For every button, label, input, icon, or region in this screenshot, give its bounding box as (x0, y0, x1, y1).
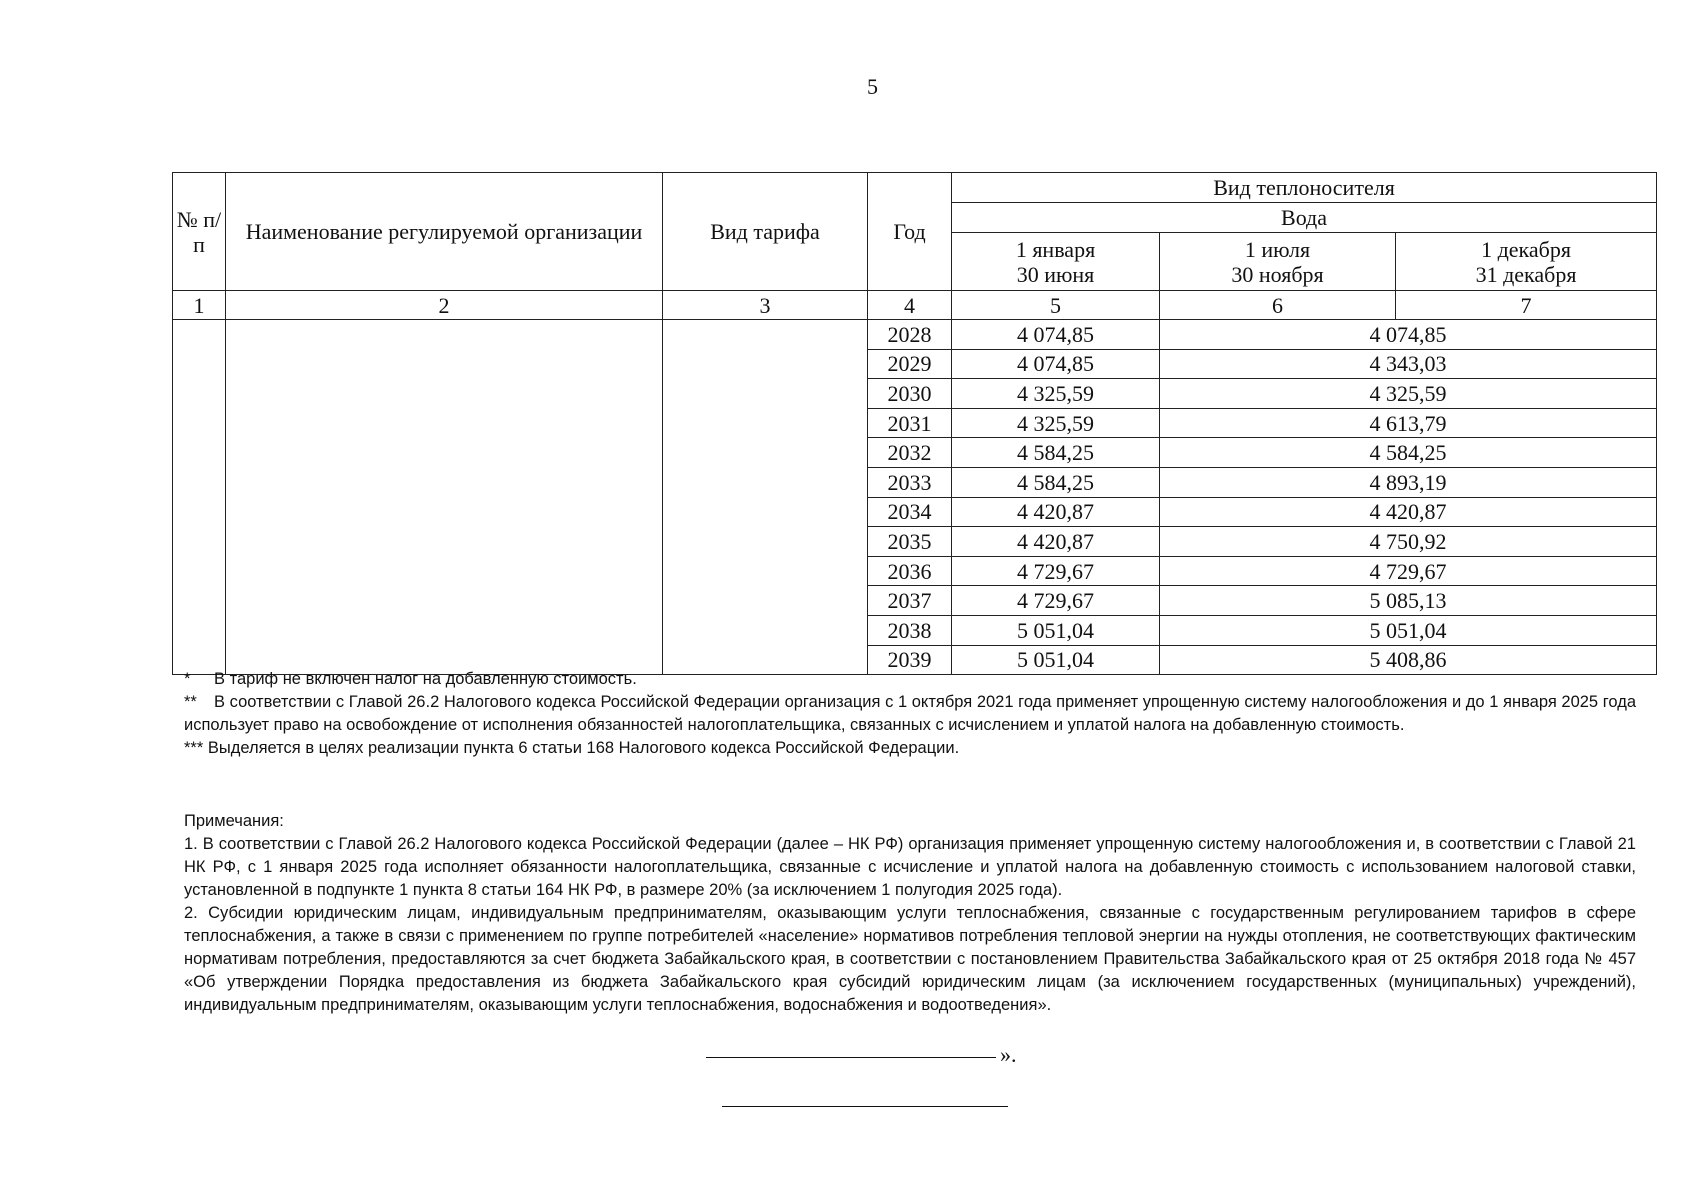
year-cell: 2035 (868, 527, 952, 557)
year-cell: 2032 (868, 438, 952, 468)
footnote-mark: * (184, 670, 191, 688)
header-period-1 (952, 233, 1160, 291)
tariff-h2-cell: 4 420,87 (1160, 497, 1657, 527)
tariff-h2-cell: 5 408,86 (1160, 645, 1657, 675)
tariff-h1-cell: 4 584,25 (952, 467, 1160, 497)
header-carrier: Вид теплоносителя (952, 173, 1657, 203)
notes-title: Примечания: (184, 812, 284, 830)
closing-quote: ». (1000, 1042, 1017, 1067)
column-number: 6 (1160, 291, 1396, 320)
year-cell: 2034 (868, 497, 952, 527)
header-period-2-end: 30 ноября (1231, 261, 1324, 287)
tariff-h2-cell: 4 729,67 (1160, 556, 1657, 586)
header-period-2 (1160, 233, 1396, 291)
tariff-h1-cell: 4 729,67 (952, 586, 1160, 616)
tariff-h1-cell: 5 051,04 (952, 645, 1160, 675)
year-cell: 2039 (868, 645, 952, 675)
tariff-h2-cell: 4 750,92 (1160, 527, 1657, 557)
footnote-text: Выделяется в целях реализации пункта 6 статьи 168 Налогового кодекса Российской Федерации. (207, 739, 960, 757)
footnotes (184, 668, 1636, 760)
header-water: Вода (952, 203, 1657, 233)
table-row (173, 320, 1657, 350)
year-cell: 2031 (868, 408, 952, 438)
tariff-h2-cell: 5 085,13 (1160, 586, 1657, 616)
tariff-h2-cell: 4 325,59 (1160, 379, 1657, 409)
tariff-h2-cell: 4 584,25 (1160, 438, 1657, 468)
year-cell: 2037 (868, 586, 952, 616)
header-period-1-end: 30 июня (1016, 261, 1095, 287)
tariff-h1-cell: 4 584,25 (952, 438, 1160, 468)
footnote (184, 668, 1636, 691)
tariff-type-cell (663, 320, 868, 675)
header-period-3-end: 31 декабря (1475, 261, 1577, 287)
header-org: Наименование регулируемой организации (226, 173, 663, 291)
tariff-h2-cell: 4 893,19 (1160, 467, 1657, 497)
tariff-h2-cell: 4 074,85 (1160, 320, 1657, 350)
year-cell: 2028 (868, 320, 952, 350)
column-number: 5 (952, 291, 1160, 320)
header-period-2-start: 1 июля (1244, 236, 1311, 262)
tariff-h2-cell: 4 343,03 (1160, 349, 1657, 379)
footnote (184, 691, 1636, 737)
tariff-h1-cell: 4 074,85 (952, 349, 1160, 379)
year-cell: 2038 (868, 615, 952, 645)
footnote-text: В соответствии с Главой 26.2 Налогового кодекса Российской Федерации организация с 1 октября 2021 года применяет упрощенную систему налогообложения и до 1 января 2025 года использует право на освобождение от исполнения обязанностей налогоплательщика, связанных с исчислением и уплатой налога на добавленную стоимость. (184, 693, 1636, 734)
tariff-h1-cell: 4 325,59 (952, 408, 1160, 438)
page-number: 5 (867, 74, 878, 99)
tariff-h1-cell: 4 420,87 (952, 527, 1160, 557)
tariff-table (172, 172, 1657, 675)
tariff-h2-cell: 5 051,04 (1160, 615, 1657, 645)
tariff-body (173, 320, 1657, 675)
tariff-h1-cell: 4 074,85 (952, 320, 1160, 350)
end-rule (722, 1106, 1008, 1107)
tariff-h1-cell: 4 729,67 (952, 556, 1160, 586)
year-cell: 2029 (868, 349, 952, 379)
footnote-text: В тариф не включен налог на добавленную стоимость. (214, 670, 637, 688)
footnote-mark: *** (184, 739, 204, 757)
note-item: 1. В соответствии с Главой 26.2 Налогового кодекса Российской Федерации (далее – НК РФ) организация применяет упрощенную систему налогообложения и, в соответствии с Главой 21 НК РФ, с 1 января 2025 года исполняет обязанности налогоплательщика, связанные с исчисление и уплатой налога на добавленную стоимость с использованием налоговой ставки, установленной в подпункте 1 пункта 8 статьи 164 НК РФ, в размере 20% (за исключением 1 полугодия 2025 года). (184, 835, 1636, 899)
notes (184, 810, 1636, 1017)
footnote-mark: ** (184, 693, 197, 711)
note-item: 2. Субсидии юридическим лицам, индивидуальным предпринимателям, оказывающим услуги теплоснабжения, связанные с государственным регулированием тарифов в сфере теплоснабжения, а также в связи с применением по группе потребителей «население» нормативов потребления тепловой энергии на нужды отопления, не соответствующих фактическим нормативам потребления, предоставляются за счет бюджета Забайкальского края, в соответствии с постановлением Правительства Забайкальского края от 25 октября 2018 года № 457 «Об утверждении Порядка предоставления из бюджета Забайкальского края субсидий юридическим лицам (за исключением государственных (муниципальных) учреждений), индивидуальным предпринимателям, оказывающим услуги теплоснабжения, водоснабжения и водоотведения». (184, 904, 1636, 1014)
tariff-h2-cell: 4 613,79 (1160, 408, 1657, 438)
signature-line (706, 1057, 996, 1058)
num-cell (173, 320, 226, 675)
column-number: 2 (226, 291, 663, 320)
column-number: 1 (173, 291, 226, 320)
footnote (184, 737, 1636, 760)
year-cell: 2036 (868, 556, 952, 586)
column-number: 4 (868, 291, 952, 320)
year-cell: 2033 (868, 467, 952, 497)
tariff-h1-cell: 4 420,87 (952, 497, 1160, 527)
header-tariff-type: Вид тарифа (663, 173, 868, 291)
org-cell (226, 320, 663, 675)
year-cell: 2030 (868, 379, 952, 409)
column-number: 3 (663, 291, 868, 320)
header-period-1-start: 1 января (1015, 236, 1096, 262)
header-num: № п/п (173, 173, 226, 291)
header-period-3 (1396, 233, 1657, 291)
tariff-h1-cell: 5 051,04 (952, 615, 1160, 645)
tariff-h1-cell: 4 325,59 (952, 379, 1160, 409)
column-number: 7 (1396, 291, 1657, 320)
header-year: Год (868, 173, 952, 291)
header-period-3-start: 1 декабря (1481, 236, 1571, 262)
